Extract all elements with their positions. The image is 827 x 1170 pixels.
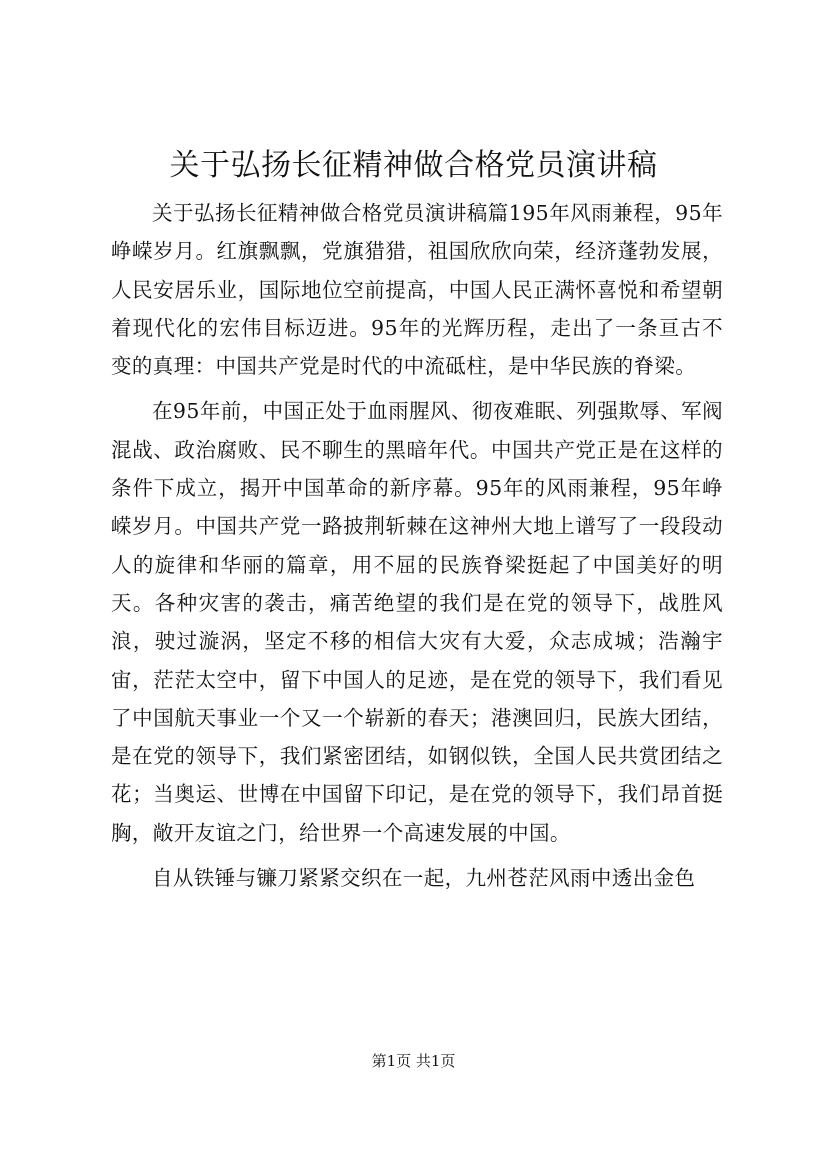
document-body [111, 194, 723, 897]
document-title: 关于弘扬长征精神做合格党员演讲稿 [169, 148, 658, 183]
paragraph-1: 关于弘扬长征精神做合格党员演讲稿篇195年风雨兼程，95年峥嵘岁月。红旗飘飘，党旗猎猎，祖国欣欣向荣，经济蓬勃发展，人民安居乐业，国际地位空前提高，中国人民正满怀喜悦和希望朝着现代化的宏伟目标迈进。95年的光辉历程，走出了一条亘古不变的真理：中国共产党是时代的中流砥柱，是中华民族的脊梁。 [111, 201, 723, 379]
paragraph-3: 自从铁锤与镰刀紧紧交织在一起，九州苍茫风雨中透出金色 [152, 866, 696, 891]
page-footer: 第1页 共1页 [371, 1052, 456, 1070]
paragraph-2: 在95年前，中国正处于血雨腥风、彻夜难眠、列强欺辱、军阀混战、政治腐败、民不聊生的黑暗年代。中国共产党正是在这样的条件下成立，揭开中国革命的新序幕。95年的风雨兼程，95年峥嵘岁月。中国共产党一路披荆斩棘在这神州大地上谱写了一段段动人的旋律和华丽的篇章，用不屈的民族脊梁挺起了中国美好的明天。各种灾害的袭击，痛苦绝望的我们是在党的领导下，战胜风浪，驶过漩涡，坚定不移的相信大灾有大爱，众志成城；浩瀚宇宙，茫茫太空中，留下中国人的足迹，是在党的领导下，我们看见了中国航天事业一个又一个崭新的春天；港澳回归，民族大团结，是在党的领导下，我们紧密团结，如钢似铁，全国人民共赏团结之花；当奥运、世博在中国留下印记，是在党的领导下，我们昂首挺胸，敞开友谊之门，给世界一个高速发展的中国。 [111, 399, 723, 845]
